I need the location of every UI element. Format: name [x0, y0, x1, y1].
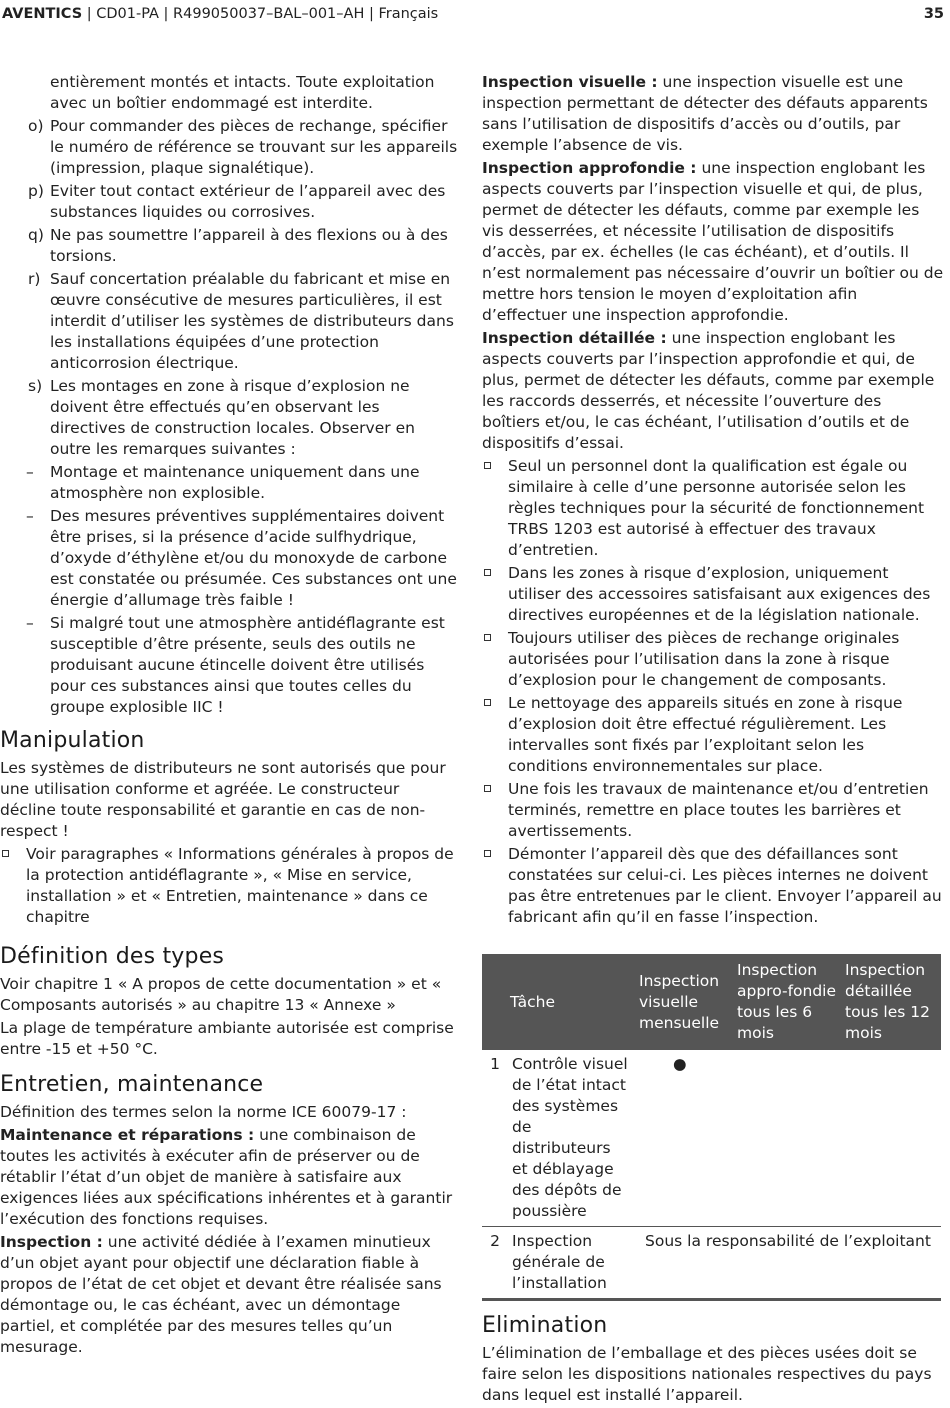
- heading-elimination: Elimination: [482, 1313, 608, 1338]
- bullet-item: Voir paragraphes « Informations générales à propos de la protection antidéflagrante », « Mise en service, installation » et « Entretien, maintenance » dans ce chapitre: [0, 844, 458, 928]
- term-inspection-detaillee: Inspection détaillée : une inspection englobant les aspects couverts par l’inspection approfondie et qui, de plus, permet de détecter les défauts, comme par exemple les raccords desserrés, et nécessite l’ouverture des boîtiers et/ou, le cas échéant, l’utilisation d’outils et de dispositifs d’essai.: [482, 329, 935, 452]
- term-inspection-approfondie: Inspection approfondie : une inspection englobant les aspects couverts par l’inspection visuelle et qui, de plus, permet de détecter les défauts, comme par exemple les vis desserrées, et nécessite l’utilisation de dispositifs d’accès, par ex. échelles (le cas échéant), et d’outils. Il n’est normalement pas nécessaire d’ouvrir un boîtier ou de mettre hors tension le moyen d’exploitation afin d’effectuer une inspection approfondie.: [482, 159, 944, 324]
- types-text-2: La plage de température ambiante autorisée est comprise entre -15 et +50 °C.: [0, 1019, 454, 1058]
- header-brand: AVENTICS: [2, 6, 83, 22]
- square-bullet-icon: [484, 785, 491, 792]
- row-visual-check: [635, 1050, 733, 1227]
- header-task: Tâche: [482, 954, 635, 1050]
- dash-item: – Des mesures préventives supplémentaires doivent être prises, si la présence d’acide sulfhydrique, d’oxyde d’éthylène et/ou du monoxyde de carbone est constatée ou présumée. Ces substances ont une énergie d’allumage très faible !: [26, 507, 457, 609]
- bullet-dot-icon: ●: [673, 1055, 687, 1073]
- row-task: Contrôle visuel de l’état intact des systèmes de distributeurs et déblayage des dépôts de poussière: [508, 1050, 635, 1227]
- list-marker: p): [28, 182, 44, 200]
- list-item-s: s) Les montages en zone à risque d’explosion ne doivent être effectués qu’en observant les directives de construction locales. Observer en outre les remarques suivantes :: [28, 377, 415, 458]
- header-deep: Inspection appro-fondie tous les 6 mois: [733, 954, 841, 1050]
- square-bullet-icon: [484, 569, 491, 576]
- square-bullet-icon: [484, 699, 491, 706]
- square-bullet-icon: [484, 462, 491, 469]
- entretien-intro: Définition des termes selon la norme ICE 60079-17 :: [0, 1103, 407, 1121]
- row-index: 1: [482, 1050, 508, 1227]
- square-bullet-icon: [2, 850, 9, 857]
- heading-types: Définition des types: [0, 944, 225, 969]
- list-item-r: r) Sauf concertation préalable du fabricant et mise en œuvre consécutive de mesures particulières, il est interdit d’utiliser les systèmes de distributeurs dans les installations équipées d’une protection anticorrosion électrique.: [28, 270, 454, 372]
- list-item-o: o) Pour commander des pièces de rechange, spécifier le numéro de référence se trouvant sur les appareils (impression, plaque signalétique).: [28, 117, 458, 177]
- square-bullet-icon: [484, 634, 491, 641]
- list-marker: s): [28, 377, 43, 395]
- page-header: [0, 0, 950, 30]
- dash-marker: –: [26, 463, 34, 481]
- types-text-1: Voir chapitre 1 « A propos de cette documentation » et « Composants autorisés » au chapitre 13 « Annexe »: [0, 975, 442, 1014]
- row-index: 2: [482, 1227, 508, 1300]
- inspection-table: [482, 954, 941, 1301]
- row-deep: [733, 1050, 841, 1227]
- list-item-continuation: entièrement montés et intacts. Toute exploitation avec un boîtier endommagé est interdite.: [50, 73, 435, 112]
- list-marker: r): [28, 270, 41, 288]
- row-task: Inspection générale de l’installation: [508, 1227, 635, 1300]
- bullet-item: Dans les zones à risque d’explosion, uniquement utiliser des accessoires satisfaisant aux exigences des directives européennes et de la législation nationale.: [482, 563, 944, 626]
- bullet-item: Une fois les travaux de maintenance et/ou d’entretien terminés, remettre en place toutes les barrières et avertissements.: [482, 779, 944, 842]
- heading-entretien: Entretien, maintenance: [0, 1072, 264, 1097]
- list-item-p: p) Eviter tout contact extérieur de l’appareil avec des substances liquides ou corrosives.: [28, 182, 446, 221]
- bullet-item: Toujours utiliser des pièces de rechange originales autorisées pour l’utilisation dans la zone à risque d’explosion pour le changement de composants.: [482, 628, 944, 691]
- header-detailed: Inspection détaillée tous les 12 mois: [841, 954, 941, 1050]
- square-bullet-icon: [484, 850, 491, 857]
- page-number: 35: [923, 6, 944, 22]
- left-column: [0, 72, 458, 1360]
- heading-manipulation: Manipulation: [0, 728, 145, 753]
- list-item-q: q) Ne pas soumettre l’appareil à des flexions ou à des torsions.: [28, 226, 448, 265]
- table-row: [482, 1050, 941, 1227]
- header-title: [2, 0, 438, 28]
- term-maintenance: Maintenance et réparations : une combinaison de toutes les activités à exécuter afin de préserver ou de rétablir l’état d’un objet de manière à satisfaire aux exigences liées aux spécifications inhérentes et à garantir l’exécution des fonctions requises.: [0, 1126, 453, 1228]
- dash-marker: –: [26, 507, 34, 525]
- dash-item: – Si malgré tout une atmosphère antidéflagrante est susceptible d’être présente, seuls des outils ne produisant aucune étincelle doivent être utilisés pour ces substances ainsi que toutes celles du groupe explosible IIC !: [26, 614, 445, 716]
- bullet-item: Seul un personnel dont la qualification est égale ou similaire à celle d’une personne autorisée selon les règles techniques pour la sécurité de fonctionnement TRBS 1203 est autorisé à effectuer des travaux d’entretien.: [482, 456, 944, 561]
- table-row: [482, 1227, 941, 1300]
- bullet-item: Démonter l’appareil dès que des défaillances sont constatées sur celui-ci. Les pièces internes ne doivent pas être entretenues par le client. Envoyer l’appareil au fabricant afin qu’il en fasse l’inspection.: [482, 844, 944, 928]
- header-doc-info: | CD01-PA | R499050037–BAL–001–AH | Français: [82, 6, 439, 22]
- term-inspection-visuelle: Inspection visuelle : une inspection visuelle est une inspection permettant de détecter des défauts apparents sans l’utilisation de dispositifs d’accès ou d’outils, par exemple l’absence de vis.: [482, 73, 928, 154]
- bullet-item: Le nettoyage des appareils situés en zone à risque d’explosion doit être effectué régulièrement. Les intervalles sont fixés par l’exploitant selon les conditions environnementales sur place.: [482, 693, 944, 777]
- list-marker: q): [28, 226, 44, 244]
- elimination-text: L’élimination de l’emballage et des pièces usées doit se faire selon les dispositions nationales respectives du pays dans lequel est installé l’appareil.: [482, 1344, 932, 1404]
- row-responsibility: Sous la responsabilité de l’exploitant: [635, 1227, 941, 1300]
- list-marker: o): [28, 117, 44, 135]
- dash-marker: –: [26, 614, 34, 632]
- dash-item: – Montage et maintenance uniquement dans une atmosphère non explosible.: [26, 463, 420, 502]
- term-inspection: Inspection : une activité dédiée à l’examen minutieux d’un objet ayant pour objectif une déclaration fiable à propos de l’état de cet objet et devant être réalisée sans démontage ou, le cas échéant, avec un démontage partiel, et complétée par des mesures telles qu’un mesurage.: [0, 1233, 442, 1356]
- right-column: [482, 72, 944, 1408]
- header-visual: Inspection visuelle mensuelle: [635, 954, 733, 1050]
- table-header-row: [482, 954, 941, 1050]
- row-detailed: [841, 1050, 941, 1227]
- manipulation-text: Les systèmes de distributeurs ne sont autorisés que pour une utilisation conforme et agréée. Le constructeur décline toute responsabilité et garantie en cas de non-respect !: [0, 759, 446, 840]
